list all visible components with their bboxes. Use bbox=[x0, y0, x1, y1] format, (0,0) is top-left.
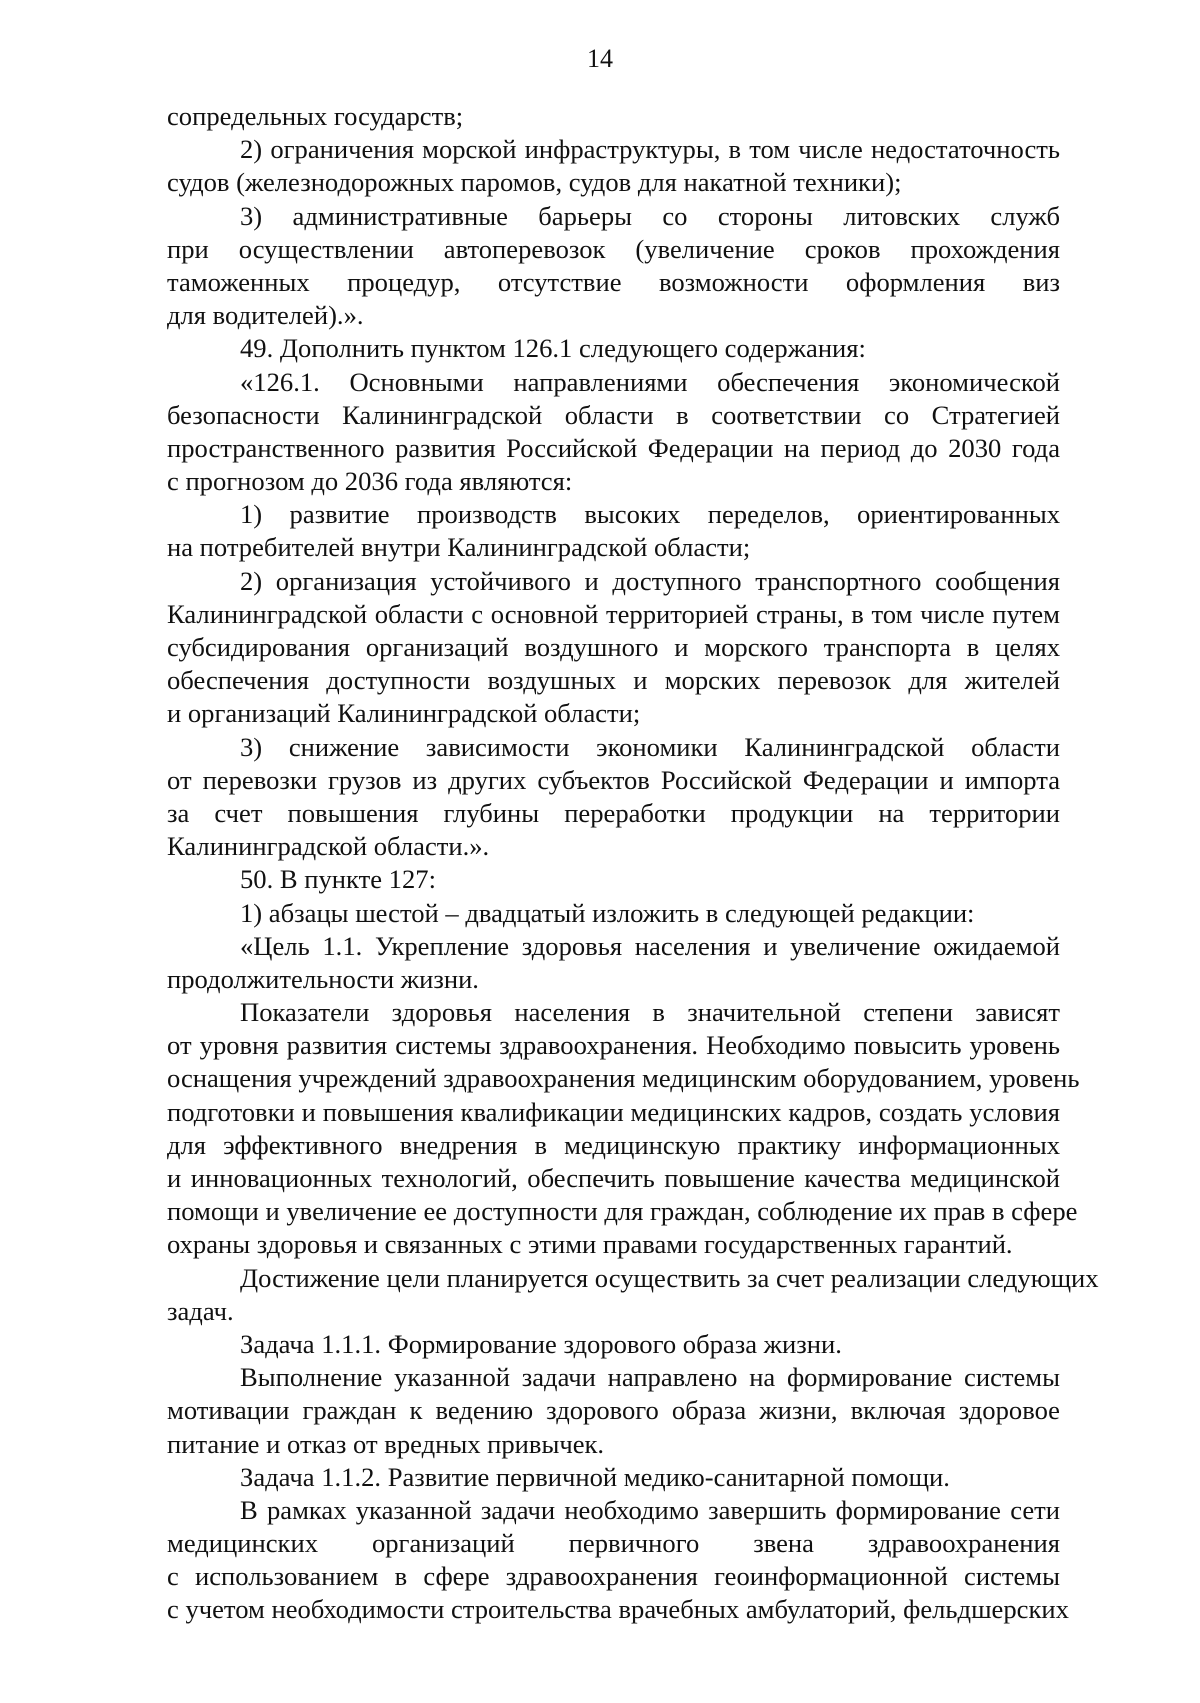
text-line: «Цель 1.1. Укрепление здоровья населения и увеличение ожидаемой bbox=[240, 930, 1060, 961]
text-line: 3) снижение зависимости экономики Калининградской области bbox=[240, 731, 1060, 762]
text-line: с использованием в сфере здравоохранения геоинформационной системы bbox=[167, 1561, 1060, 1592]
text-line: 1) развитие производств высоких переделов, ориентированных bbox=[240, 499, 1060, 530]
text-line: пространственного развития Российской Федерации на период до 2030 года bbox=[167, 432, 1060, 463]
text-line: Задача 1.1.1. Формирование здорового образа жизни. bbox=[240, 1328, 842, 1359]
text-line: Показатели здоровья населения в значительной степени зависят bbox=[240, 997, 1060, 1028]
text-line: для водителей).». bbox=[167, 300, 364, 331]
text-line: 1) абзацы шестой – двадцатый изложить в следующей редакции: bbox=[240, 897, 975, 928]
text-line: на потребителей внутри Калининградской области; bbox=[167, 532, 751, 563]
text-line: судов (железнодорожных паромов, судов для накатной техники); bbox=[167, 167, 902, 198]
text-line: для эффективного внедрения в медицинскую практику информационных bbox=[167, 1129, 1060, 1160]
text-line: охраны здоровья и связанных с этими правами государственных гарантий. bbox=[167, 1229, 1013, 1260]
text-line: за счет повышения глубины переработки продукции на территории bbox=[167, 797, 1060, 828]
text-line: Калининградской области с основной территорией страны, в том числе путем bbox=[167, 598, 1060, 629]
text-line: и организаций Калининградской области; bbox=[167, 698, 641, 729]
text-line: 3) административные барьеры со стороны литовских служб bbox=[240, 200, 1060, 231]
text-line: подготовки и повышения квалификации медицинских кадров, создать условия bbox=[167, 1096, 1060, 1127]
text-line: Выполнение указанной задачи направлено на формирование системы bbox=[240, 1362, 1060, 1393]
text-line: 2) организация устойчивого и доступного транспортного сообщения bbox=[240, 565, 1060, 596]
text-line: 2) ограничения морской инфраструктуры, в том числе недостаточность bbox=[240, 134, 1060, 165]
text-line: задач. bbox=[167, 1295, 234, 1326]
text-line: и инновационных технологий, обеспечить повышение качества медицинской bbox=[167, 1163, 1060, 1193]
text-line: помощи и увеличение ее доступности для граждан, соблюдение их прав в сфере bbox=[167, 1196, 1078, 1227]
text-line: 50. В пункте 127: bbox=[240, 864, 436, 895]
text-line: субсидирования организаций воздушного и морского транспорта в целях bbox=[167, 632, 1060, 662]
text-line: мотивации граждан к ведению здорового образа жизни, включая здоровое bbox=[167, 1395, 1060, 1426]
text-line: В рамках указанной задачи необходимо завершить формирование сети bbox=[240, 1494, 1060, 1525]
document-body bbox=[167, 100, 1099, 1627]
text-line: безопасности Калининградской области в соответствии со Стратегией bbox=[167, 399, 1060, 430]
text-line: Задача 1.1.2. Развитие первичной медико-санитарной помощи. bbox=[240, 1461, 950, 1492]
text-line: от перевозки грузов из других субъектов Российской Федерации и импорта bbox=[167, 764, 1060, 795]
text-line: с прогнозом до 2036 года являются: bbox=[167, 466, 573, 497]
text-line: с учетом необходимости строительства врачебных амбулаторий, фельдшерских bbox=[167, 1594, 1069, 1625]
text-line: при осуществлении автоперевозок (увеличение сроков прохождения bbox=[167, 233, 1060, 264]
text-line: обеспечения доступности воздушных и морских перевозок для жителей bbox=[167, 665, 1060, 696]
text-line: Калининградской области.». bbox=[167, 831, 490, 862]
text-line: «126.1. Основными направлениями обеспечения экономической bbox=[240, 366, 1060, 397]
page-number: 14 bbox=[587, 44, 613, 73]
text-line: Достижение цели планируется осуществить за счет реализации следующих bbox=[240, 1262, 1099, 1293]
text-line: 49. Дополнить пунктом 126.1 следующего содержания: bbox=[240, 333, 866, 364]
text-line: продолжительности жизни. bbox=[167, 963, 479, 994]
text-line: оснащения учреждений здравоохранения медицинским оборудованием, уровень bbox=[167, 1063, 1080, 1094]
text-line: питание и отказ от вредных привычек. bbox=[167, 1428, 605, 1459]
text-line: таможенных процедур, отсутствие возможности оформления виз bbox=[167, 266, 1060, 297]
text-line: сопредельных государств; bbox=[167, 101, 464, 131]
text-line: от уровня развития системы здравоохранения. Необходимо повысить уровень bbox=[167, 1030, 1060, 1061]
text-line: медицинских организаций первичного звена здравоохранения bbox=[167, 1528, 1060, 1559]
